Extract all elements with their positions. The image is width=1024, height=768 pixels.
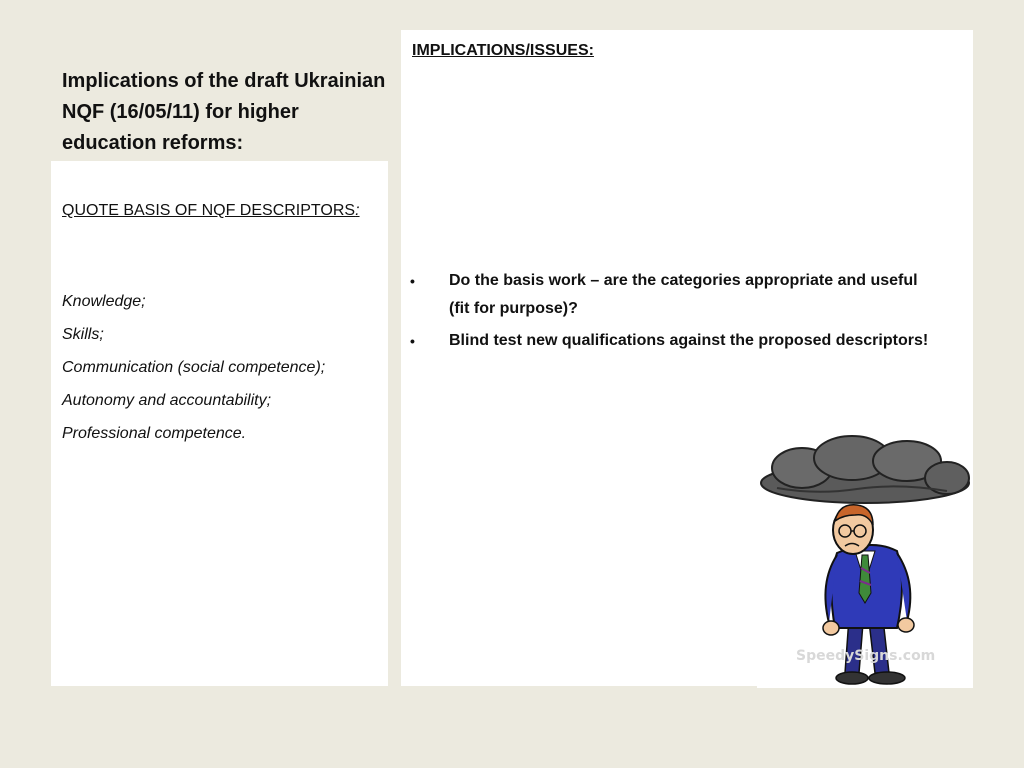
issues-list [401, 267, 941, 359]
descriptor-item: Autonomy and accountability; [62, 392, 272, 409]
descriptor-item: Professional competence. [62, 425, 247, 442]
bullet-icon: • [410, 273, 415, 289]
descriptor-list [62, 288, 362, 453]
descriptors-heading [62, 197, 362, 224]
watermark-text: SpeedySigns.com [796, 648, 936, 664]
issue-text: Blind test new qualifications against the proposed descriptors! [449, 332, 929, 349]
descriptors-heading-text: QUOTE BASIS OF NQF DESCRIPTORS [62, 202, 356, 219]
descriptor-item: Knowledge; [62, 293, 146, 310]
slide-title: Implications of the draft Ukrainian NQF (16/05/11) for higher education reforms: [62, 70, 386, 154]
issue-item [401, 267, 941, 323]
descriptor-item: Skills; [62, 326, 104, 343]
descriptors-panel [51, 161, 388, 686]
bullet-icon: • [410, 333, 415, 349]
descriptor-item: Communication (social competence); [62, 359, 326, 376]
issues-heading: IMPLICATIONS/ISSUES: [412, 42, 594, 59]
issue-item [401, 327, 941, 355]
descriptors-heading-colon: : [355, 202, 360, 219]
issue-text: Do the basis work – are the categories appropriate and useful (fit for purpose)? [449, 272, 918, 317]
